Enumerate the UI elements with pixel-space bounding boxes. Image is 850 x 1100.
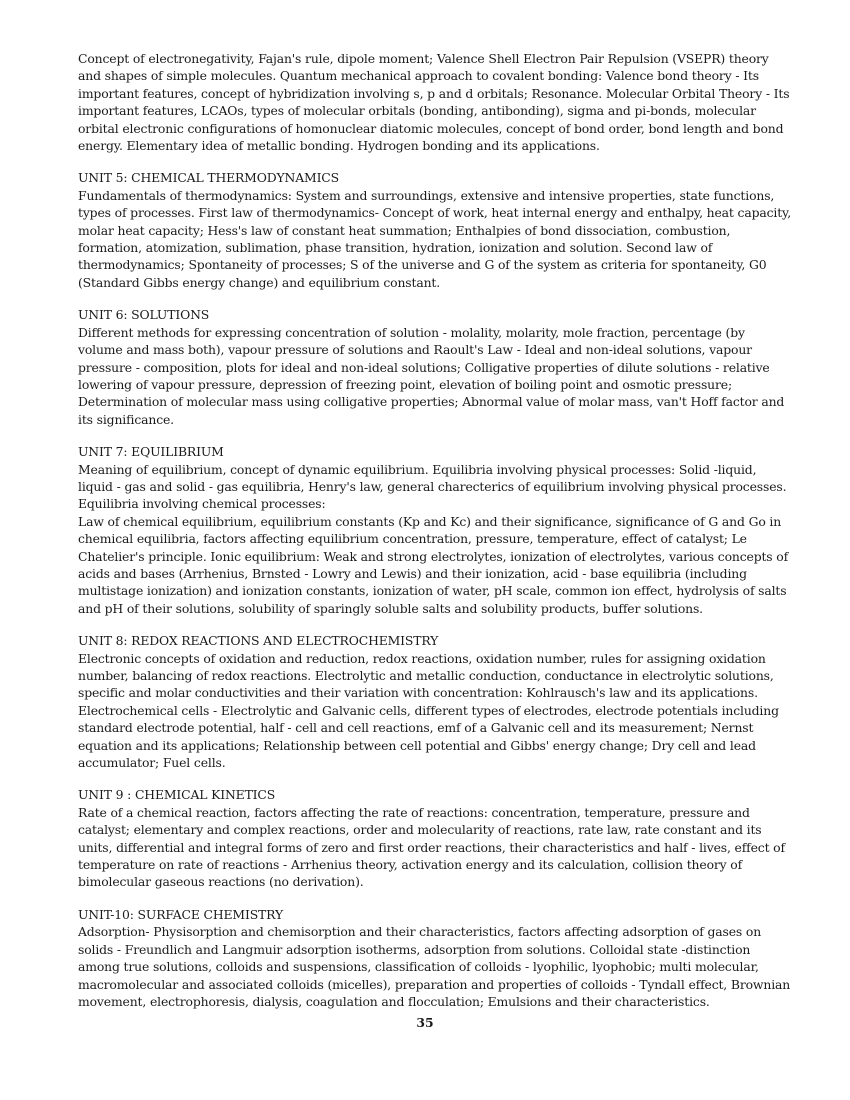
unit-paragraph: Electrochemical cells - Electrolytic and Galvanic cells, different types of electrodes, electrode potentials including standard electrode potential, half - cell and cell reactions, emf of a Galvanic cell and its measurement; Nernst equation and its applications; Relationship between cell potential and Gibbs' energy change; Dry cell and lead accumulator; Fuel cells. [78,702,779,771]
unit-paragraph: Fundamentals of thermodynamics: System and surroundings, extensive and intensive properties, state functions, types of processes. First law of thermodynamics- Concept of work, heat internal energy and enthalpy, heat capacity, molar heat capacity; Hess's law of constant heat summation; Enthalpies of bond dissociation, combustion, formation, atomization, sublimation, phase transition, hydration, ionization and solution. Second law of thermodynamics; Spontaneity of processes; S of the universe and G of the system as criteria for spontaneity, G0 (Standard Gibbs energy change) and equilibrium constant. [78,187,792,290]
unit-paragraph: Law of chemical equilibrium, equilibrium constants (Kp and Kc) and their significance, significance of G and Go in chemical equilibria, factors affecting equilibrium concentration, pressure, temperature, effect of catalyst; Le Chatelier's principle. Ionic equilibrium: Weak and strong electrolytes, ionization of electrolytes, various concepts of acids and bases (Arrhenius, Brnsted - Lowry and Lewis) and their ionization, acid - base equilibria (including multistage ionization) and ionization constants, ionization of water, pH scale, common ion effect, hydrolysis of salts and pH of their solutions, solubility of sparingly soluble salts and solubility products, buffer solutions. [78,513,789,616]
unit-paragraph: Adsorption- Physisorption and chemisorption and their characteristics, factors affecting adsorption of gases on solids - Freundlich and Langmuir adsorption isotherms, adsorption from solutions. Colloidal state -distinction among true solutions, colloids and suspensions, classification of colloids - lyophilic, lyophobic; multi molecular, macromolecular and associated colloids (micelles), preparation and properties of colloids - Tyndall effect, Brownian movement, electrophoresis, dialysis, coagulation and flocculation; Emulsions and their characteristics. [78,924,791,1009]
unit-heading: UNIT 7: EQUILIBRIUM [78,444,224,460]
unit-heading: UNIT 9 : CHEMICAL KINETICS [78,787,276,803]
unit-paragraph: Equilibria involving chemical processes: [78,496,326,512]
intro-paragraph: Concept of electronegativity, Fajan's rule, dipole moment; Valence Shell Electron Pair Repulsion (VSEPR) theory and shapes of simple molecules. Quantum mechanical approach to covalent bonding: Valence bond theory - Its important features, concept of hybridization involving s, p and d orbitals; Resonance. Molecular Orbital Theory - Its important features, LCAOs, types of molecular orbitals (bonding, antibonding), sigma and pi-bonds, molecular orbital electronic configurations of homonuclear diatomic molecules, concept of bond order, bond length and bond energy. Elementary idea of metallic bonding. Hydrogen bonding and its applications. [78,51,790,154]
unit-heading: UNIT 5: CHEMICAL THERMODYNAMICS [78,170,339,186]
unit-section-6 [78,306,792,428]
unit-paragraph: Meaning of equilibrium, concept of dynamic equilibrium. Equilibria involving physical processes: Solid -liquid, liquid - gas and solid - gas equilibria, Henry's law, general charecterics of equilibrium involving physical processes. [78,461,787,494]
page-number: 35 [416,1015,434,1030]
unit-section-7 [78,443,792,617]
unit-section-10 [78,906,792,1010]
unit-section-5 [78,169,792,291]
unit-heading: UNIT 8: REDOX REACTIONS AND ELECTROCHEMISTRY [78,633,439,649]
unit-section-8 [78,632,792,771]
unit-paragraph: Different methods for expressing concentration of solution - molality, molarity, mole fraction, percentage (by volume and mass both), vapour pressure of solutions and Raoult's Law - Ideal and non-ideal solutions, vapour pressure - composition, plots for ideal and non-ideal solutions; Colligative properties of dilute solutions - relative lowering of vapour pressure, depression of freezing point, elevation of boiling point and osmotic pressure; Determination of molecular mass using colligative properties; Abnormal value of molar mass, van't Hoff factor and its significance. [78,324,785,427]
unit-heading: UNIT 6: SOLUTIONS [78,307,210,323]
unit-paragraph: Electronic concepts of oxidation and reduction, redox reactions, oxidation number, rules for assigning oxidation number, balancing of redox reactions. Electrolytic and metallic conduction, conductance in electrolytic solutions, specific and molar conductivities and their variation with concentration: Kohlrausch's law and its applications. [78,650,774,701]
unit-paragraph: Rate of a chemical reaction, factors affecting the rate of reactions: concentration, temperature, pressure and catalyst; elementary and complex reactions, order and molecularity of reactions, rate law, rate constant and its units, differential and integral forms of zero and first order reactions, their characteristics and half - lives, effect of temperature on rate of reactions - Arrhenius theory, activation energy and its calculation, collision theory of bimolecular gaseous reactions (no derivation). [78,804,785,890]
unit-section-9 [78,786,792,890]
unit-heading: UNIT-10: SURFACE CHEMISTRY [78,906,283,922]
document-page [78,50,792,1010]
